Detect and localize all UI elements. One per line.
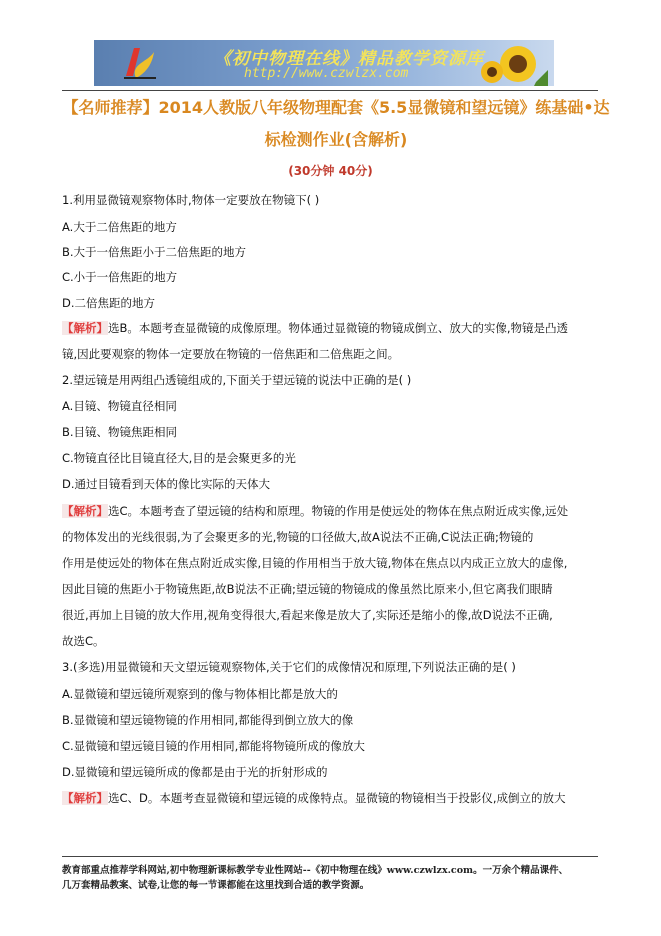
- analysis-text: 选C、D。本题考查显微镜和望远镜的成像特点。显微镜的物镜相当于投影仪,成倒立的放大: [108, 791, 566, 805]
- header-banner: [94, 40, 554, 86]
- banner-title: 《初中物理在线》精品教学资源库: [214, 49, 484, 69]
- question-2-analysis-cont-5: 故选C。: [62, 634, 105, 648]
- document-title-line2: 标检测作业(含解析): [264, 130, 408, 149]
- question-2-stem: 2.望远镜是用两组凸透镜组成的,下面关于望远镜的说法中正确的是( ): [62, 373, 412, 387]
- footer-rule: [62, 856, 598, 857]
- question-2-option-b: B.目镜、物镜焦距相同: [62, 425, 178, 439]
- question-2-analysis-cont-4: 很近,再加上目镜的放大作用,视角变得很大,看起来像是放大了,实际还是缩小的像,故D说法不正确,: [62, 608, 553, 622]
- analysis-tag: 【解析】: [62, 504, 108, 518]
- question-3-stem: 3.(多选)用显微镜和天文望远镜观察物体,关于它们的成像情况和原理,下列说法正确的是( ): [62, 660, 516, 674]
- footer-line-2: 几万套精品教案、试卷,让您的每一节课都能在这里找到合适的教学资源。: [62, 880, 370, 891]
- question-1-option-d: D.二倍焦距的地方: [62, 296, 156, 310]
- question-3-option-c: C.显微镜和望远镜目镜的作用相同,都能将物镜所成的像放大: [62, 739, 365, 753]
- question-1-stem: 1.利用显微镜观察物体时,物体一定要放在物镜下( ): [62, 193, 320, 207]
- header-rule: [62, 90, 598, 91]
- analysis-text: 选B。本题考查显微镜的成像原理。物体通过显微镜的物镜成倒立、放大的实像,物镜是凸透: [108, 321, 569, 335]
- analysis-tag: 【解析】: [62, 791, 108, 805]
- question-2-option-c: C.物镜直径比目镜直径大,目的是会聚更多的光: [62, 451, 296, 465]
- question-1-option-b: B.大于一倍焦距小于二倍焦距的地方: [62, 245, 247, 259]
- question-1-analysis-cont: 镜,因此要观察的物体一定要放在物镜的一倍焦距和二倍焦距之间。: [62, 347, 400, 361]
- question-2-analysis-cont-1: 的物体发出的光线很弱,为了会聚更多的光,物镜的口径做大,故A说法不正确,C说法正确;物镜的: [62, 530, 534, 544]
- question-2-option-a: A.目镜、物镜直径相同: [62, 399, 177, 413]
- question-2-analysis: [62, 503, 568, 519]
- question-3-option-b: B.显微镜和望远镜物镜的作用相同,都能得到倒立放大的像: [62, 713, 354, 727]
- question-2-analysis-cont-3: 因此目镜的焦距小于物镜焦距,故B说法不正确;望远镜的物镜成的像虽然比原来小,但它离我们眼睛: [62, 582, 553, 596]
- question-2-analysis-cont-2: 作用是使远处的物体在焦点附近成实像,目镜的作用相当于放大镜,物体在焦点以内成正立放大的虚像,: [62, 556, 568, 570]
- question-1-option-a: A.大于二倍焦距的地方: [62, 220, 177, 234]
- site-logo-icon: [120, 44, 160, 82]
- question-3-option-d: D.显微镜和望远镜所成的像都是由于光的折射形成的: [62, 765, 328, 779]
- sunflower-icon: [478, 42, 548, 86]
- question-3-analysis: [62, 790, 566, 806]
- question-1-option-c: C.小于一倍焦距的地方: [62, 270, 178, 284]
- document-title-line1: 【名师推荐】2014人教版八年级物理配套《5.5显微镜和望远镜》练基础•达: [62, 98, 610, 117]
- analysis-tag: 【解析】: [62, 321, 108, 335]
- banner-url[interactable]: http://www.czwlzx.com: [244, 66, 409, 81]
- question-2-option-d: D.通过目镜看到天体的像比实际的天体大: [62, 477, 271, 491]
- question-1-analysis: [62, 320, 568, 336]
- footer-line-1: 教育部重点推荐学科网站,初中物理新课标教学专业性网站--《初中物理在线》www.czwlzx.com。一万余个精品课件、: [62, 865, 569, 876]
- question-3-option-a: A.显微镜和望远镜所观察到的像与物体相比都是放大的: [62, 687, 338, 701]
- analysis-text: 选C。本题考查了望远镜的结构和原理。物镜的作用是使远处的物体在焦点附近成实像,远处: [108, 504, 569, 518]
- time-score-subtitle: (30分钟 40分): [288, 164, 373, 178]
